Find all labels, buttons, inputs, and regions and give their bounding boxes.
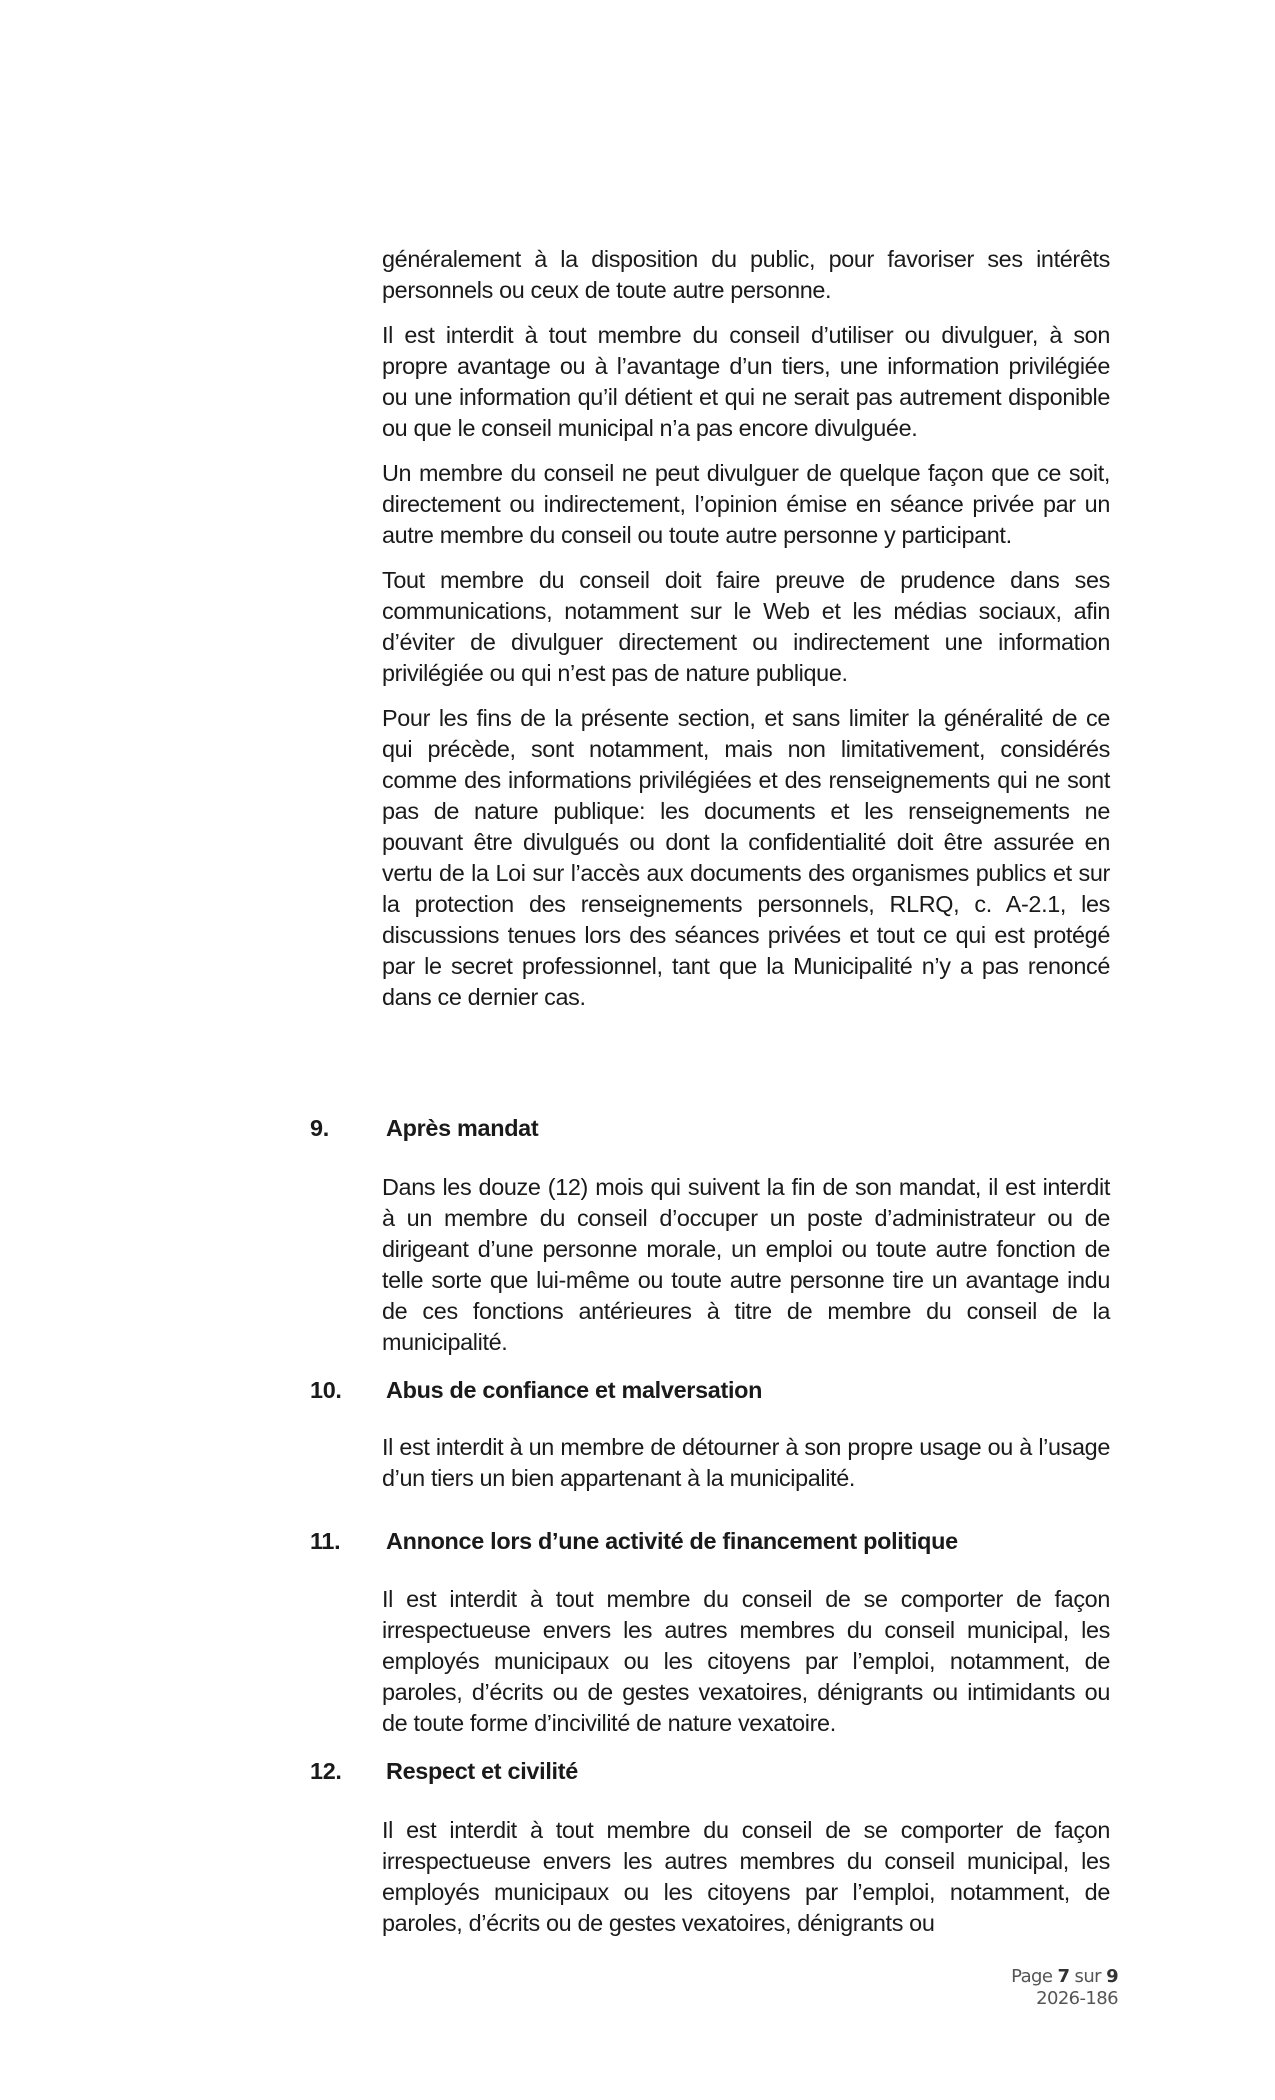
total-pages: 9	[1106, 1966, 1118, 1987]
document-number: 2026-186	[1036, 1988, 1118, 2009]
section-title: Abus de confiance et malversation	[386, 1377, 763, 1403]
paragraph: Un membre du conseil ne peut divulguer de quelque façon que ce soit, directement ou indirectement, l’opinion émise en séance privée par un autre membre du conseil ou toute autre personne y participant.	[382, 460, 1110, 548]
paragraph: Pour les fins de la présente section, et sans limiter la généralité de ce qui précède, sont notamment, mais non limitativement, considérés comme des informations privilégiées et des renseignements qui ne sont pas de nature publique: les documents et les renseignements ne pouvant être divulgués ou dont la confidentialité doit être assurée en vertu de la Loi sur l’accès aux documents des organismes publics et sur la protection des renseignements personnels, RLRQ, c. A-2.1, les discussions tenues lors des séances privées et tout ce qui est protégé par le secret professionnel, tant que la Municipalité n’y a pas renoncé dans ce dernier cas.	[382, 705, 1110, 1010]
section-body-12	[382, 1815, 1110, 1953]
section-number: 12.	[310, 1758, 342, 1784]
section-title: Respect et civilité	[386, 1758, 578, 1784]
continuation-text	[382, 244, 1110, 1027]
section-body-9	[382, 1172, 1110, 1372]
section-number: 9.	[310, 1115, 329, 1141]
page-footer	[1011, 1966, 1118, 2010]
current-page: 7	[1057, 1966, 1070, 1987]
page-label: Page	[1011, 1966, 1058, 1987]
paragraph: Il est interdit à tout membre du conseil de se comporter de façon irrespectueuse envers les autres membres du conseil municipal, les employés municipaux ou les citoyens par l’emploi, notamment, de paroles, d’écrits ou de gestes vexatoires, dénigrants ou intimidants ou de toute forme d’incivilité de nature vexatoire.	[382, 1586, 1110, 1736]
paragraph: Il est interdit à un membre de détourner à son propre usage ou à l’usage d’un tiers un bien appartenant à la municipalité.	[382, 1434, 1110, 1491]
section-number: 11.	[310, 1528, 341, 1554]
section-body-11	[382, 1584, 1110, 1753]
paragraph: généralement à la disposition du public, pour favoriser ses intérêts personnels ou ceux de toute autre personne.	[382, 246, 1110, 303]
page-separator: sur	[1069, 1966, 1107, 1987]
section-title: Après mandat	[386, 1115, 539, 1141]
section-title: Annonce lors d’une activité de financement politique	[386, 1528, 958, 1554]
section-body-10	[382, 1432, 1110, 1508]
section-number: 10.	[310, 1377, 342, 1403]
paragraph: Il est interdit à tout membre du conseil d’utiliser ou divulguer, à son propre avantage ou à l’avantage d’un tiers, une information privilégiée ou une information qu’il détient et qui ne serait pas autrement disponible ou que le conseil municipal n’a pas encore divulguée.	[382, 322, 1110, 441]
paragraph: Dans les douze (12) mois qui suivent la fin de son mandat, il est interdit à un membre du conseil d’occuper un poste d’administrateur ou de dirigeant d’une personne morale, un emploi ou toute autre fonction de telle sorte que lui-même ou toute autre personne tire un avantage indu de ces fonctions antérieures à titre de membre du conseil de la municipalité.	[382, 1174, 1110, 1355]
page-number	[1011, 1966, 1118, 1988]
paragraph: Tout membre du conseil doit faire preuve de prudence dans ses communications, notamment sur le Web et les médias sociaux, afin d’éviter de divulguer directement ou indirectement une information privilégiée ou qui n’est pas de nature publique.	[382, 567, 1110, 686]
paragraph: Il est interdit à tout membre du conseil de se comporter de façon irrespectueuse envers les autres membres du conseil municipal, les employés municipaux ou les citoyens par l’emploi, notamment, de paroles, d’écrits ou de gestes vexatoires, dénigrants ou	[382, 1817, 1110, 1936]
